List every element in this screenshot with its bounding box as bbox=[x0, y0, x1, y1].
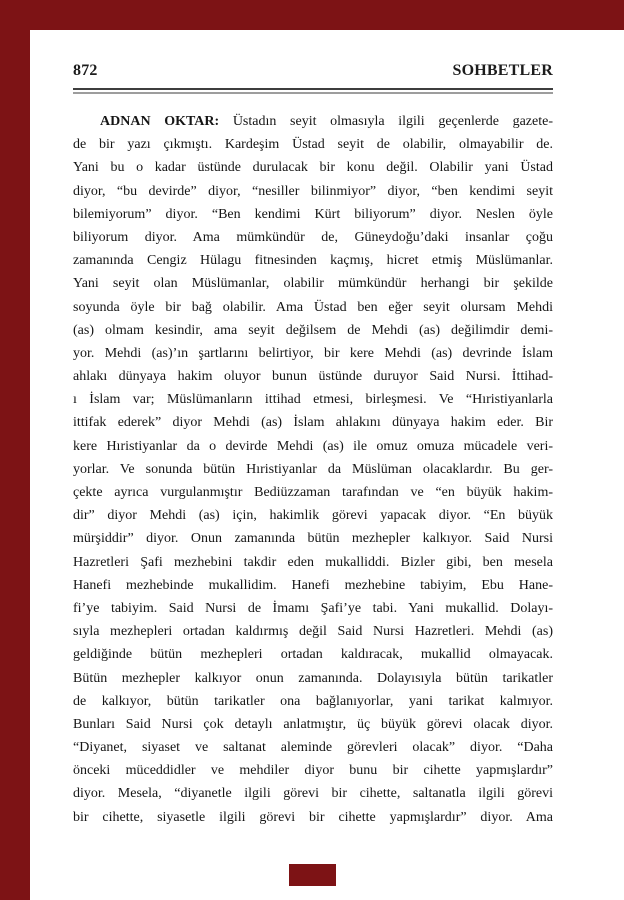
body-line: zamanında Cengiz Hülagu fitnesinden kaçmış, hicret etmiş Müslümanlar. bbox=[73, 253, 553, 269]
body-line: ahlakı dünyaya hakim oluyor bunun üstünde duruyor Said Nursi. İttihad- bbox=[73, 369, 553, 385]
body-line: fi’ye tabiyim. Said Nursi de İmamı Şafi’ye tabi. Yani mukallid. Dolayı- bbox=[73, 600, 553, 616]
body-line: “Diyanet, siyaset ve saltanat aleminde görevleri olacak” diyor. “Daha bbox=[73, 740, 553, 756]
body-line: Bütün mezhepler kalkıyor onun zamanında. Dolayısıyla bütün tarikatler bbox=[73, 670, 553, 686]
body-line: de kalkıyor, bütün tarikatler ona bağlanıyorlar, yani tarikat kalmıyor. bbox=[73, 693, 553, 709]
body-line: de bir yazı çıkmıştı. Kardeşim Üstad seyit de olabilir, olmayabilir de. bbox=[73, 137, 553, 153]
body-line: Yani bu o kadar üstünde durulacak bir konu değil. Olabilir yani Üstad bbox=[73, 160, 553, 176]
body-line: Hazretleri Şafi mezhebini takdir eden mukalliddi. Bizler gibi, ben mesela bbox=[73, 554, 553, 570]
body-line: diyor. Mesela, “diyanetle ilgili görevi bir cihette, saltanatla ilgili görevi bbox=[73, 786, 553, 802]
body-line: kere Hıristiyanlar da o devirde Mehdi (as) ile omuz omuza mücadele veri- bbox=[73, 438, 553, 454]
body-line: dir” diyor Mehdi (as) için, hakimlik görevi yapacak diyor. “En büyük bbox=[73, 508, 553, 524]
body-line: geldiğinde bütün mezhepleri ortadan kaldıracak, mukallid olmayacak. bbox=[73, 647, 553, 663]
body-line: yorlar. Ve sonunda bütün Hıristiyanlar da Müslüman olacaklardır. Bu ger- bbox=[73, 461, 553, 477]
body-line: önceki müceddidler ve mehdiler diyor bunu bir cihette yapmışlardır” bbox=[73, 763, 553, 779]
header-rule-thick-line bbox=[73, 88, 553, 90]
body-line: çekte ayrıca vurgulanmıştır Bediüzzaman tarafından ve “en büyük hakim- bbox=[73, 485, 553, 500]
body-line: diyor, “bu devirde” diyor, “nesiller bilinmiyor” diyor, “ben kendimi seyit bbox=[73, 183, 553, 199]
header-rule bbox=[73, 88, 553, 94]
body-line: Hanefi mezhebinde mukallidim. Hanefi mezhebine tabiyim, Ebu Hane- bbox=[73, 577, 553, 593]
body-line: biliyorum diyor. Ama mümkündür de, Güneydoğu’daki insanlar çoğu bbox=[73, 229, 553, 245]
body-line: yor. Mehdi (as)’ın şartlarını belirtiyor, bir kere Mehdi (as) devrinde İslam bbox=[73, 345, 553, 361]
body-line: ı İslam var; Müslümanların ittihad etmesi, birleşmesi. Ve “Hıristiyanlarla bbox=[73, 392, 553, 408]
book-cover-left-edge bbox=[0, 0, 30, 900]
speaker-name: ADNAN OKTAR: bbox=[100, 114, 220, 129]
body-line: bilemiyorum” diyor. “Ben kendimi Kürt biliyorum” diyor. Neslen öyle bbox=[73, 206, 553, 222]
body-line: bir cihette, siyasetle ilgili görevi bir cihette yapmışlardır” diyor. Ama bbox=[73, 809, 553, 825]
page-header bbox=[73, 62, 553, 80]
book-cover-top-edge bbox=[0, 0, 624, 30]
book-cover-bottom-gap bbox=[289, 864, 336, 886]
header-rule-thin-line bbox=[73, 92, 553, 94]
body-line: sıyla mezhepleri ortadan kaldırmış değil Said Nursi Hazretleri. Mehdi (as) bbox=[73, 624, 553, 640]
body-line: soyunda öyle bir bağ olabilir. Ama Üstad ben eğer seyit olursam Mehdi bbox=[73, 299, 553, 315]
body-line-text: Üstadın seyit olmasıyla ilgili geçenlerde gazete- bbox=[219, 114, 553, 129]
body-line: ittifak ederek” diyor Mehdi (as) İslam ahlakını dünyaya hakim eder. Bir bbox=[73, 415, 553, 431]
page-number: 872 bbox=[73, 62, 98, 79]
body-line: (as) olmam kesindir, ama seyit değilsem de Mehdi (as) değilimdir demi- bbox=[73, 322, 553, 338]
body-line bbox=[73, 110, 553, 133]
body-line: mürşiddir” diyor. Onun zamanında bütün mezhepler kalkıyor. Said Nursi bbox=[73, 531, 553, 547]
body-paragraph bbox=[73, 110, 553, 829]
body-line: Bunları Said Nursi çok detaylı anlatmıştır, üç büyük görevi olacak diyor. bbox=[73, 716, 553, 732]
running-title: SOHBETLER bbox=[452, 62, 553, 79]
body-line: Yani seyit olan Müslümanlar, olabilir mümkündür herhangi bir şekilde bbox=[73, 276, 553, 292]
